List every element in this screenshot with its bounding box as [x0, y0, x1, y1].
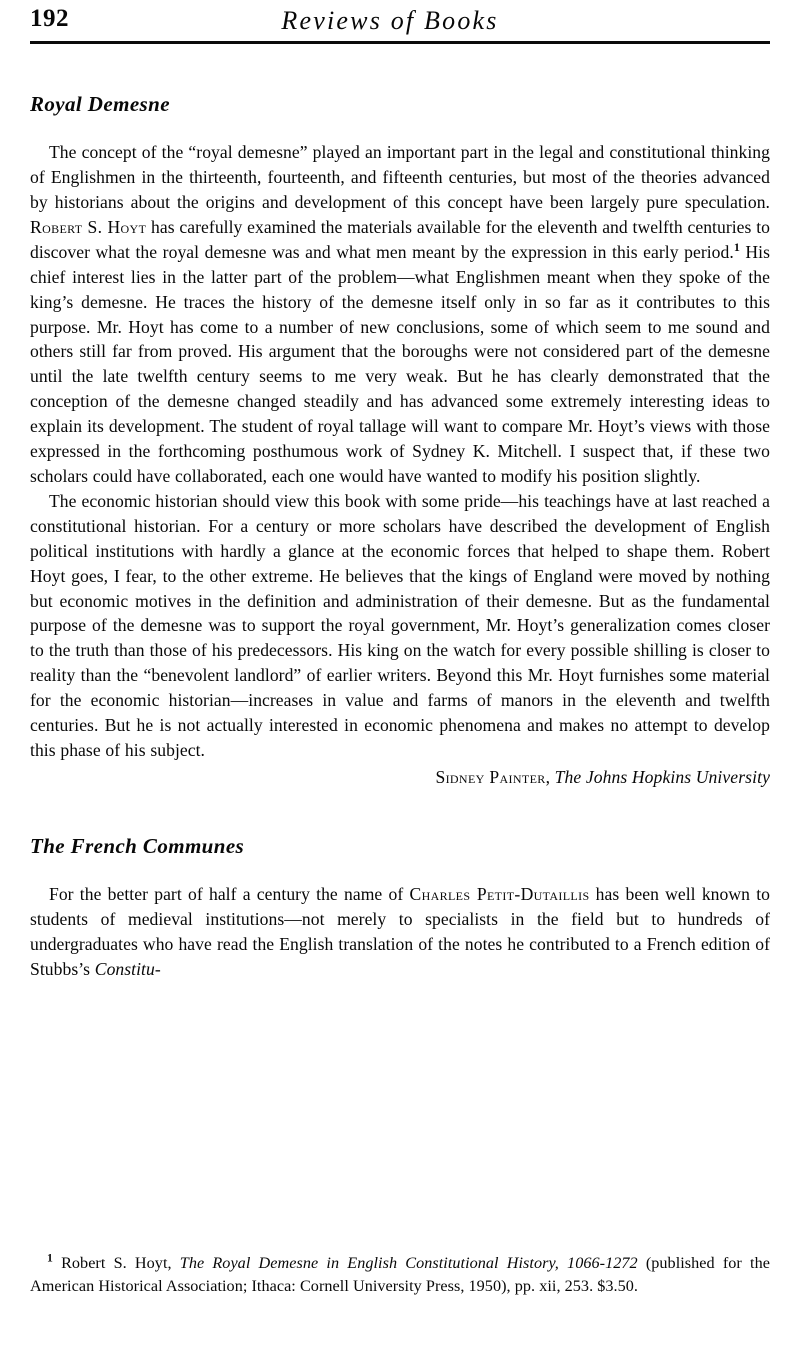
text-run: His chief interest lies in the latter part of the problem—what Englishmen meant when they spoke of the king’s demesne. He traces the history of the demesne itself only in so far as it contributes to this purpose. Mr. Hoyt has come to a number of new conclusions, some of which seem to me sound and others still far from proved. His argument that the boroughs were not considered part of the demesne until the late twelfth century seems to me very weak. But he has clearly demonstrated that the conception of the demesne changed steadily and has advanced some extremely interesting ideas to explain its development. The student of royal tallage will want to compare Mr. Hoyt’s views with those expressed in the forthcoming posthumous work of Sydney K. Mitchell. I suspect that, if these two scholars could have collaborated, each one would have wanted to modify his position slightly.: [30, 241, 770, 486]
text-run: (published for the American Historical Association; Ithaca: Cornell University Press, 1950), pp. xii, 253. $3.50.: [30, 1254, 770, 1296]
footnote-block: [30, 1252, 770, 1298]
page-number: 192: [30, 5, 69, 32]
section-heading-royal-demesne: Royal Demesne: [30, 92, 170, 116]
reviewer-name: Sidney Painter: [435, 766, 546, 787]
reviewer-affiliation: The Johns Hopkins University: [554, 766, 770, 787]
text-run: has carefully examined the materials available for the eleventh and twelfth centuries to discover what the royal demesne was and what men meant by the expression in this early period.: [30, 216, 771, 262]
text-run: has been well known to students of medieval institutions—not merely to specialists in the field but to hundreds of undergraduates who have read the English translation of the notes he contributed to a French edition of Stubbs’s: [30, 883, 770, 979]
running-head-title: Reviews of Books: [281, 6, 499, 35]
signature-separator: ,: [545, 766, 555, 787]
italic-title: The Royal Demesne in English Constitutional History, 1066-1272: [179, 1254, 638, 1272]
text-run: Robert S. Hoyt,: [52, 1254, 180, 1272]
text-run: The concept of the “royal demesne” played an important part in the legal and constitutional thinking of Englishmen in the thirteenth, fourteenth, and fifteenth centuries, but most of the theories advanced by historians about the origins and development of this concept have been largely pure speculation.: [30, 142, 770, 212]
text-run: The economic historian should view this book with some pride—his teachings have at last reached a constitutional historian. For a century or more scholars have described the development of English political institutions with hardly a glance at the economic forces that helped to shape them. Robert Hoyt goes, I fear, to the other extreme. He believes that the kings of England were moved by nothing but economic motives in the definition and administration of their demesne. But as the fundamental purpose of the demesne was to support the royal government, Mr. Hoyt’s generalization comes closer to the truth than those of his predecessors. His king on the watch for every possible shilling is closer to reality than the “benevolent landlord” of earlier writers. Beyond this Mr. Hoyt furnishes some material for the economic historian—increases in value and farms of manors in the eleventh and twelfth centuries. But he is not actually interested in economic phenomena and makes no attempt to develop this phase of his subject.: [30, 490, 770, 760]
text-run: For the better part of half a century the name of: [49, 883, 410, 904]
footnote-reference: 1: [733, 239, 740, 254]
review-paragraph: [30, 489, 770, 763]
reviewer-signature: [30, 763, 770, 790]
small-caps-name: Charles Petit-Dutaillis: [409, 883, 590, 904]
italic-title: Constitu-: [94, 958, 161, 979]
review-paragraph: [30, 140, 770, 489]
review-paragraph: [30, 882, 770, 982]
footnote-text: [30, 1251, 770, 1296]
footnote-marker: 1: [47, 1251, 53, 1265]
section-heading-the-french-communes: The French Communes: [30, 833, 245, 858]
small-caps-name: Robert S. Hoyt: [30, 216, 147, 237]
header-rule: [30, 41, 770, 44]
footnote-entry: [30, 1252, 770, 1298]
running-head: [30, 0, 770, 46]
